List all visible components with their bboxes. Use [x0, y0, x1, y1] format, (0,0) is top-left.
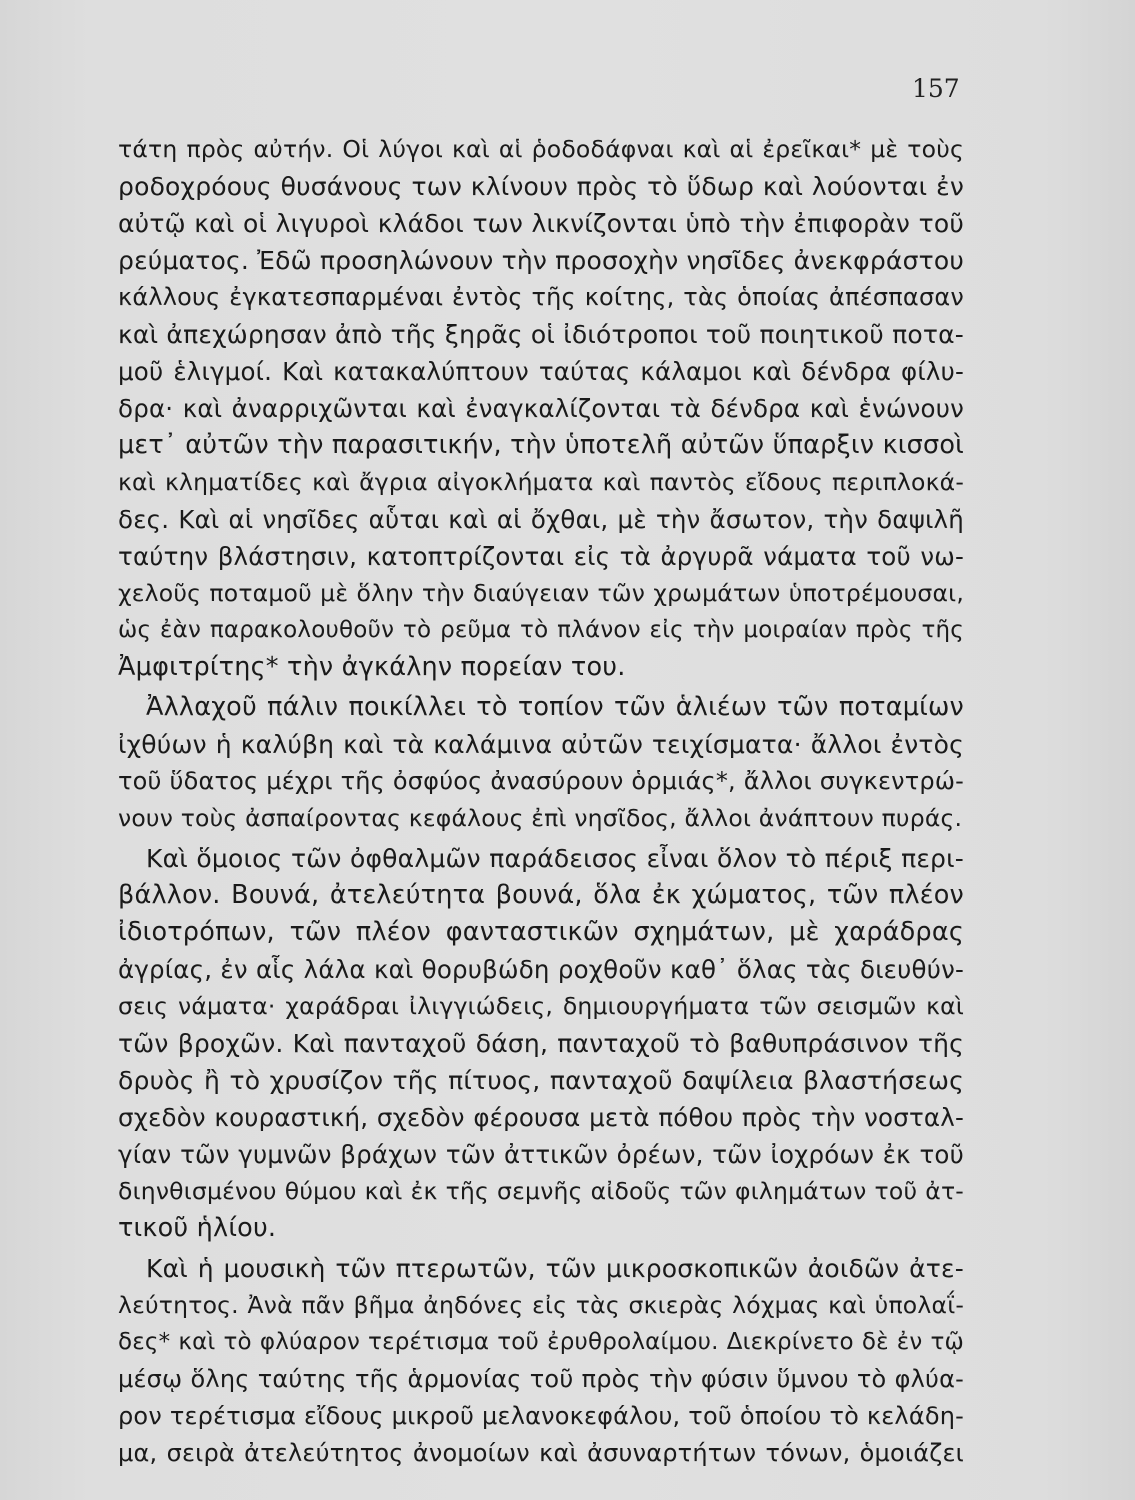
body-text — [118, 131, 964, 1472]
text-line: γίαν τῶν γυμνῶν βράχων τῶν ἀττικῶν ὀρέων, τῶν ἰοχρόων ἐκ τοῦ — [118, 1140, 964, 1169]
text-line: καὶ κληματίδες καὶ ἄγρια αἰγοκλήματα καὶ παντὸς εἴδους περιπλοκά- — [118, 468, 964, 496]
text-line: δρυὸς ἢ τὸ χρυσίζον τῆς πίτυος, πανταχοῦ δαψίλεια βλαστήσεως — [118, 1066, 964, 1095]
text-line: σεις νάματα· χαράδραι ἰλιγγιώδεις, δημιουργήματα τῶν σεισμῶν καὶ — [118, 992, 964, 1020]
text-line: χελοῦς ποταμοῦ μὲ ὅλην τὴν διαύγειαν τῶν χρωμάτων ὑποτρέμουσαι, — [118, 579, 964, 607]
text-line: νουν τοὺς ἀσπαίροντας κεφάλους ἐπὶ νησῖδος, ἄλλοι ἀνάπτουν πυράς. — [118, 804, 963, 832]
text-line: δες. Καὶ αἱ νησῖδες αὗται καὶ αἱ ὄχθαι, μὲ τὴν ἄσωτον, τὴν δαψιλῆ — [118, 505, 964, 534]
text-line: ρεύματος. Ἐδῶ προσηλώνουν τὴν προσοχὴν νησῖδες ἀνεκφράστου — [118, 246, 965, 275]
text-line: αὐτῷ καὶ οἱ λιγυροὶ κλάδοι των λικνίζονται ὑπὸ τὴν ἐπιφορὰν τοῦ — [118, 209, 964, 238]
text-line: ὡς ἐὰν παρακολουθοῦν τὸ ρεῦμα τὸ πλάνον εἰς τὴν μοιραίαν πρὸς τῆς — [118, 617, 964, 643]
text-line: μοῦ ἑλιγμοί. Καὶ κατακαλύπτουν ταύτας κάλαμοι καὶ δένδρα φίλυ- — [118, 357, 964, 386]
text-line: λεύτητος. Ἀνὰ πᾶν βῆμα ἀηδόνες εἰς τὰς σκιερὰς λόχμας καὶ ὑπολαΐ- — [118, 1291, 964, 1319]
text-line: κάλλους ἐγκατεσπαρμέναι ἐντὸς τῆς κοίτης, τὰς ὁποίας ἀπέσπασαν — [118, 283, 964, 311]
text-line: δες* καὶ τὸ φλύαρον τερέτισμα τοῦ ἐρυθρολαίμου. Διεκρίνετο δὲ ἐν τῷ — [118, 1329, 964, 1355]
text-line: ροδοχρόους θυσάνους των κλίνουν πρὸς τὸ ὕδωρ καὶ λούονται ἐν — [118, 172, 964, 201]
text-line: τοῦ ὕδατος μέχρι τῆς ὀσφύος ἀνασύρουν ὁρμιάς*, ἄλλοι συγκεντρώ- — [118, 767, 964, 795]
text-line: τικοῦ ἡλίου. — [118, 1213, 277, 1243]
text-line: μα, σειρὰ ἀτελεύτητος ἀνομοίων καὶ ἀσυναρτήτων τόνων, ὁμοιάζει — [118, 1439, 964, 1467]
text-line: Ἀμφιτρίτης* τὴν ἀγκάλην πορείαν του. — [118, 652, 626, 682]
text-line: μέσῳ ὅλης ταύτης τῆς ἁρμονίας τοῦ πρὸς τὴν φύσιν ὕμνου τὸ φλύα- — [118, 1365, 964, 1393]
text-line: Καὶ ὅμοιος τῶν ὀφθαλμῶν παράδεισος εἶναι ὅλον τὸ πέριξ περι- — [146, 844, 964, 873]
text-line: Καὶ ἡ μουσικὴ τῶν πτερωτῶν, τῶν μικροσκοπικῶν ἀοιδῶν ἀτε- — [146, 1254, 964, 1283]
text-line: ἀγρίας, ἐν αἷς λάλα καὶ θορυβώδη ροχθοῦν καθ᾽ ὅλας τὰς διευθύν- — [118, 955, 964, 984]
text-line: τάτη πρὸς αὐτήν. Οἱ λύγοι καὶ αἱ ῥοδοδάφναι καὶ αἱ ἐρεῖκαι* μὲ τοὺς — [118, 135, 964, 163]
text-line: δρα· καὶ ἀναρριχῶνται καὶ ἐναγκαλίζονται τὰ δένδρα καὶ ἑνώνουν — [118, 394, 964, 423]
text-line: διηνθισμένου θύμου καὶ ἐκ τῆς σεμνῆς αἰδοῦς τῶν φιλημάτων τοῦ ἀτ- — [118, 1177, 964, 1205]
text-line: ἰδιοτρόπων, τῶν πλέον φανταστικῶν σχημάτων, μὲ χαράδρας — [118, 917, 964, 947]
text-line: μετ᾽ αὐτῶν τὴν παρασιτικήν, τὴν ὑποτελῆ αὐτῶν ὕπαρξιν κισσοὶ — [118, 430, 964, 460]
page-number: 157 — [912, 74, 960, 103]
text-line: ἰχθύων ἡ καλύβη καὶ τὰ καλάμινα αὐτῶν τειχίσματα· ἄλλοι ἐντὸς — [118, 730, 964, 759]
text-line: ταύτην βλάστησιν, κατοπτρίζονται εἰς τὰ ἀργυρᾶ νάματα τοῦ νω- — [118, 542, 964, 571]
text-line: ρον τερέτισμα εἴδους μικροῦ μελανοκεφάλου, τοῦ ὁποίου τὸ κελάδη- — [118, 1402, 964, 1430]
text-line: Ἀλλαχοῦ πάλιν ποικίλλει τὸ τοπίον τῶν ἁλιέων τῶν ποταμίων — [146, 692, 964, 722]
text-line: τῶν βροχῶν. Καὶ πανταχοῦ δάση, πανταχοῦ τὸ βαθυπράσινον τῆς — [118, 1029, 964, 1058]
text-line: σχεδὸν κουραστική, σχεδὸν φέρουσα μετὰ πόθου πρὸς τὴν νοσταλ- — [118, 1103, 964, 1132]
text-line: καὶ ἀπεχώρησαν ἀπὸ τῆς ξηρᾶς οἱ ἰδιότροποι τοῦ ποιητικοῦ ποτα- — [118, 320, 964, 349]
text-line: βάλλον. Βουνά, ἀτελεύτητα βουνά, ὅλα ἐκ χώματος, τῶν πλέον — [118, 880, 964, 910]
